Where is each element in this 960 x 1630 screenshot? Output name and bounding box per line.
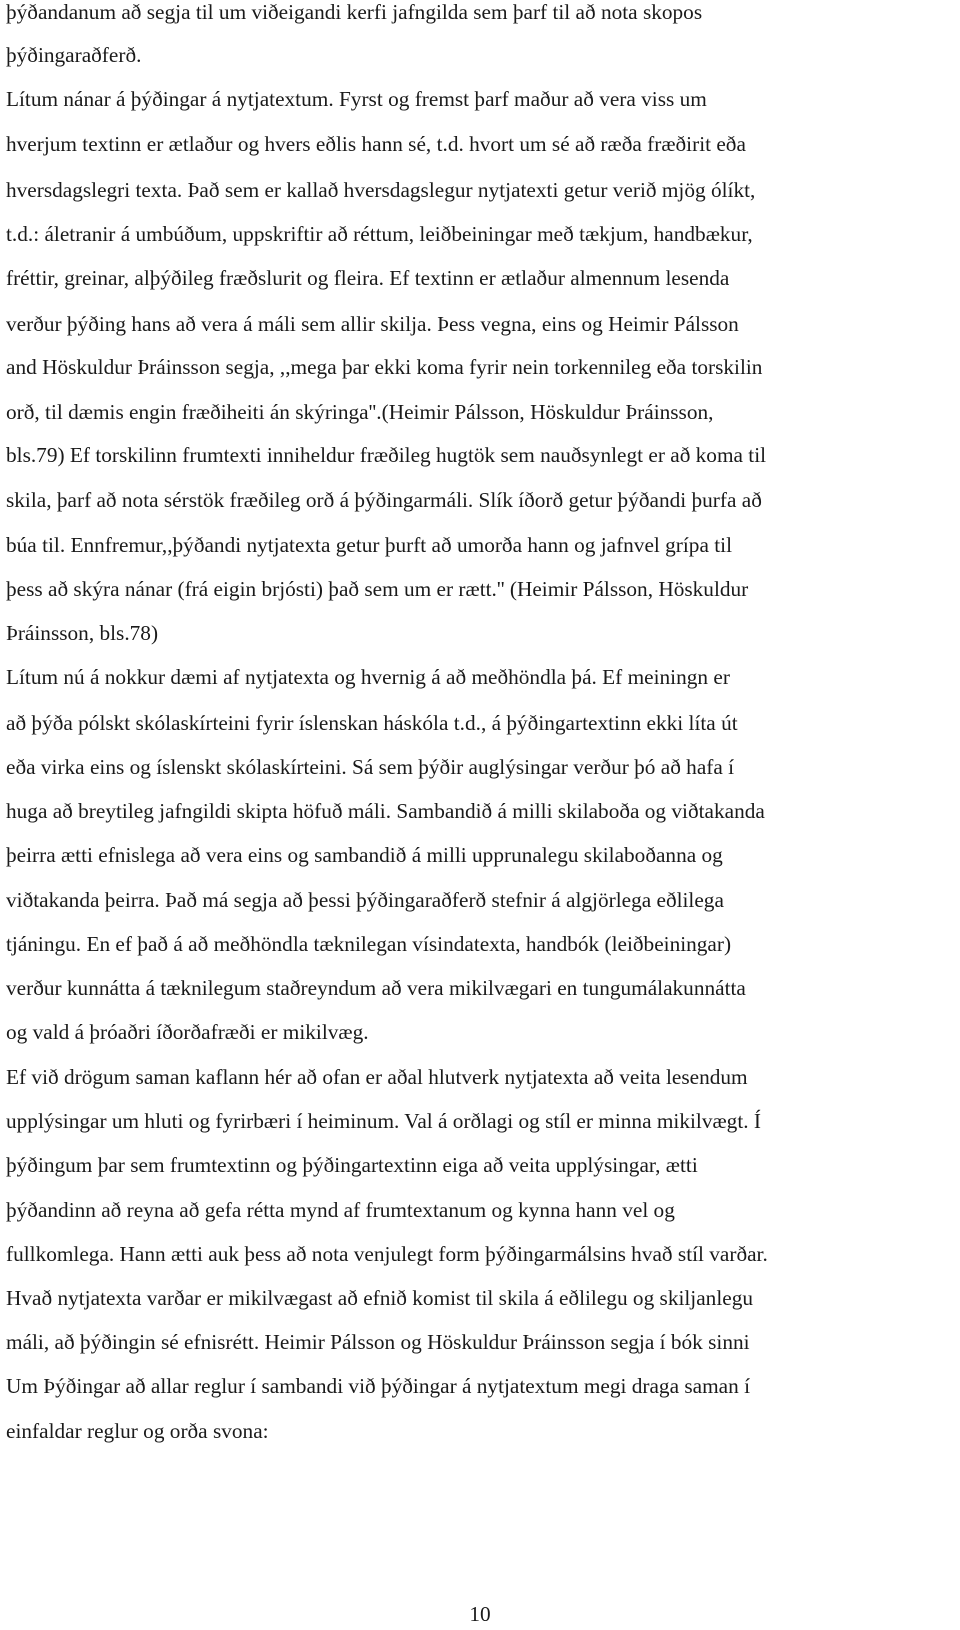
text-line: máli, að þýðingin sé efnisrétt. Heimir Pálsson og Höskuldur Þráinsson segja í bók sinni [6,1330,750,1354]
text-line: verður þýðing hans að vera á máli sem allir skilja. Þess vegna, eins og Heimir Pálsson [6,312,739,336]
text-line: þýðandinn að reyna að gefa rétta mynd af frumtextanum og kynna hann vel og [6,1198,675,1222]
text-line: viðtakanda þeirra. Það má segja að þessi þýðingaraðferð stefnir á algjörlega eðlilega [6,888,724,912]
text-line: upplýsingar um hluti og fyrirbæri í heiminum. Val á orðlagi og stíl er minna mikilvægt. Í [6,1109,761,1133]
text-line: hversdagslegri texta. Það sem er kallað hversdagslegur nytjatexti getur verið mjög ólíkt, [6,178,756,202]
text-line: t.d.: áletranir á umbúðum, uppskriftir að réttum, leiðbeiningar með tækjum, handbækur, [6,222,753,246]
text-line: einfaldar reglur og orða svona: [6,1419,269,1443]
text-line: þýðingum þar sem frumtextinn og þýðingartextinn eiga að veita upplýsingar, ætti [6,1153,698,1177]
page-number: 10 [469,1602,491,1626]
text-line: and Höskuldur Þráinsson segja, ,,mega þar ekki koma fyrir nein torkennileg eða torskilin [6,355,763,379]
text-line: þýðandanum að segja til um viðeigandi kerfi jafngilda sem þarf til að nota skopos [6,0,703,24]
text-line: fullkomlega. Hann ætti auk þess að nota venjulegt form þýðingarmálsins hvað stíl varðar. [6,1242,768,1266]
text-line: hverjum textinn er ætlaður og hvers eðlis hann sé, t.d. hvort um sé að ræða fræðirit eða [6,132,746,156]
text-line: eða virka eins og íslenskt skólaskírteini. Sá sem þýðir auglýsingar verður þó að hafa í [6,755,735,779]
text-line: Lítum nánar á þýðingar á nytjatextum. Fyrst og fremst þarf maður að vera viss um [6,87,707,111]
text-line: þess að skýra nánar (frá eigin brjósti) það sem um er rætt.'' (Heimir Pálsson, Höskuldur [6,577,749,601]
text-line: fréttir, greinar, alþýðileg fræðslurit og fleira. Ef textinn er ætlaður almennum lesenda [6,266,730,290]
text-line: Um Þýðingar að allar reglur í sambandi við þýðingar á nytjatextum megi draga saman í [6,1374,751,1398]
text-line: að þýða pólskt skólaskírteini fyrir íslenskan háskóla t.d., á þýðingartextinn ekki líta út [6,711,738,735]
text-line: orð, til dæmis engin fræðiheiti án skýringa''.(Heimir Pálsson, Höskuldur Þráinsson, [6,400,714,424]
text-line: bls.79) Ef torskilinn frumtexti inniheldur fræðileg hugtök sem nauðsynlegt er að koma til [6,443,767,467]
text-line: Þráinsson, bls.78) [6,621,159,645]
text-line: Lítum nú á nokkur dæmi af nytjatexta og hvernig á að meðhöndla þá. Ef meiningn er [6,665,730,689]
text-line: Hvað nytjatexta varðar er mikilvægast að efnið komist til skila á eðlilegu og skiljanlegu [6,1286,753,1310]
text-line: verður kunnátta á tæknilegum staðreyndum að vera mikilvægari en tungumálakunnátta [6,976,746,1000]
text-line: tjáningu. En ef það á að meðhöndla tæknilegan vísindatexta, handbók (leiðbeiningar) [6,932,732,956]
text-line: skila, þarf að nota sérstök fræðileg orð á þýðingarmáli. Slík íðorð getur þýðandi þurfa að [6,488,762,512]
text-line: þýðingaraðferð. [6,43,142,67]
text-line: og vald á þróaðri íðorðafræði er mikilvæg. [6,1020,369,1044]
text-line: búa til. Ennfremur,,þýðandi nytjatexta getur þurft að umorða hann og jafnvel grípa til [6,533,732,557]
text-line: þeirra ætti efnislega að vera eins og sambandið á milli upprunalegu skilaboðanna og [6,843,723,867]
text-line: huga að breytileg jafngildi skipta höfuð máli. Sambandið á milli skilaboða og viðtakanda [6,799,765,823]
text-line: Ef við drögum saman kaflann hér að ofan er aðal hlutverk nytjatexta að veita lesendum [6,1065,748,1089]
